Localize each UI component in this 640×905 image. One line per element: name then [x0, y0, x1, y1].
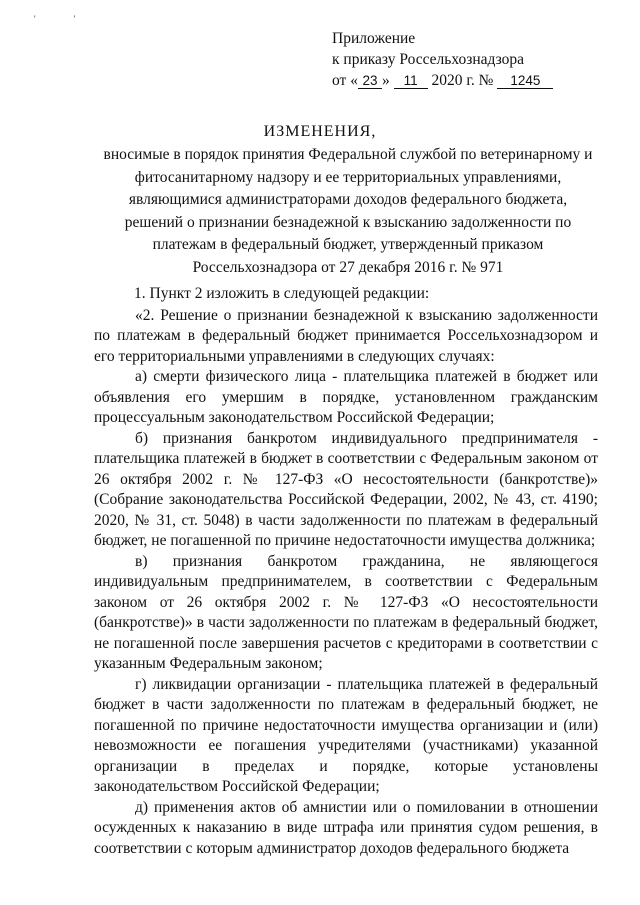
paragraph-sub-g: г) ликвидации организации - плательщика платежей в федеральный бюджет в части задолженности по платежам в федеральный бюджет, не погашенной по причине недостаточности имущества организации и (или) невозможности ее погашения учредителями (участниками) указанной организации в пределах и порядке, которые установлены законодательством Российской Федерации;: [94, 675, 598, 795]
document-body: [94, 284, 598, 859]
order-number: 1245: [497, 73, 553, 89]
paragraph-item-1: 1. Пункт 2 изложить в следующей редакции:: [134, 285, 430, 302]
paragraph-sub-v: в) признания банкротом гражданина, не являющегося индивидуальным предпринимателем, в соответствии с Федеральным законом от 26 октября 2002 г. № 127-ФЗ «О несостоятельности (банкротстве)» в части задолженности по платежам в федеральный бюджет, не погашенной после завершения расчетов с кредиторами в соответствии с указанным Федеральным законом;: [94, 552, 598, 672]
order-year: 2020 г. №: [431, 72, 494, 89]
date-prefix: от «: [332, 72, 358, 89]
paragraph-point-2: «2. Решение о признании безнадежной к взысканию задолженности по платежам в федеральный бюджет принимается Россельхознадзором и его территориальными управлениями в следующих случаях:: [94, 306, 598, 365]
order-date-line: [332, 70, 622, 91]
date-mid: »: [381, 72, 390, 89]
order-reference: к приказу Россельхознадзора: [332, 51, 525, 68]
appendix-label: Приложение: [332, 30, 416, 47]
paragraph-sub-a: а) смерти физического лица - плательщика платежей в бюджет или объявления его умершим в порядке, установленном гражданским процессуальным законодательством Российской Федерации;: [94, 368, 598, 426]
document-title: ИЗМЕНЕНИЯ,: [263, 123, 377, 140]
paragraph-sub-b: б) признания банкротом индивидуального предпринимателя - плательщика платежей в бюджет в соответствии с Федеральным законом от 26 октября 2002 г. № 127-ФЗ «О несостоятельности (банкротстве)» (Собрание законодательства Российской Федерации, 2002, № 43, ст. 4190; 2020, № 31, ст. 5048) в части задолженности по платежам в федеральный бюджет, не погашенной по причине недостаточности имущества должника;: [94, 429, 598, 549]
scan-marks: ' ': [34, 14, 94, 24]
order-month: 11: [394, 73, 428, 89]
order-day: 23: [358, 73, 382, 89]
paragraph-sub-d: д) применения актов об амнистии или о помиловании в отношении осужденных к наказанию в виде штрафа или принятия судом решения, в соответствии с которым администратор доходов федерального бюджета: [94, 798, 598, 857]
document-subtitle: вносимые в порядок принятия Федеральной службой по ветеринарному и фитосанитарному надзору и ее территориальных управлениями, являющимися администраторами доходов федерального бюджета, решений о признании безнадежной к взысканию задолженности по платежам в федеральный бюджет, утвержденный приказом Россельхознадзора от 27 декабря 2016 г. № 971: [103, 146, 593, 276]
appendix-header: [332, 28, 622, 91]
